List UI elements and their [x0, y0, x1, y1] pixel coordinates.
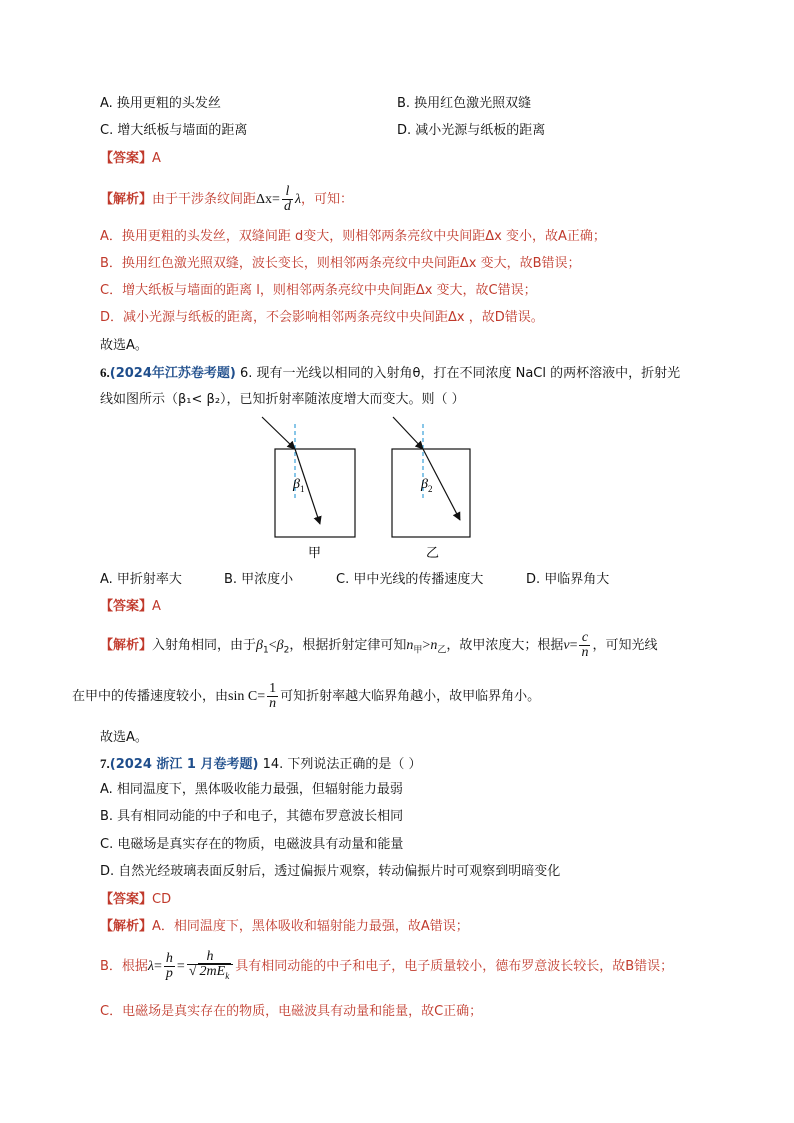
- label-jia: 甲: [308, 546, 322, 561]
- analysis-text: 由于干涉条纹间距: [152, 192, 257, 207]
- answer-tag: 【答案】: [100, 892, 153, 907]
- question-source: (2024 浙江 1 月卷考题): [109, 757, 259, 772]
- q6-stem-line2: 线如图所示（β₁< β₂），已知折射率随浓度增大而变大。则（ ）: [100, 392, 465, 407]
- sqrt-body: [198, 963, 232, 979]
- analysis-text: 入射角相同，由于: [152, 638, 257, 653]
- q7-answer: [100, 891, 171, 909]
- incident-ray-jia: [262, 417, 295, 449]
- fraction-numerator: c: [581, 630, 589, 645]
- q5-analysis-a: A．换用更粗的头发丝，双缝间距 d变大，则相邻两条亮纹中央间距Δx 变小，故A正确；: [100, 229, 606, 244]
- q7-analysis-b: [100, 945, 673, 989]
- q5-option-c: C. 增大纸板与墙面的距离: [100, 123, 248, 138]
- container-jia: [275, 449, 355, 537]
- q6-analysis-line2: [72, 679, 540, 715]
- answer-value: A: [152, 599, 161, 614]
- formula-lambda: λ: [147, 959, 154, 974]
- refraction-figure: [240, 412, 500, 562]
- q5-analysis-c: C．增大纸板与墙面的距离 l，则相邻两条亮纹中央间距Δx 变大，故C错误；: [100, 283, 537, 298]
- fraction-denominator: n: [581, 645, 589, 660]
- fraction-numerator: l: [285, 184, 290, 199]
- formula-lambda: λ: [294, 192, 302, 207]
- q5-conclusion: 故选A。: [100, 338, 148, 353]
- fraction-denominator: p: [165, 966, 173, 981]
- analysis-text: 具有相同动能的中子和电子，电子质量较小，德布罗意波长较长，故B错误；: [235, 959, 674, 974]
- formula-fraction: [267, 682, 278, 711]
- answer-value: CD: [152, 892, 172, 907]
- q7-analysis-a: [100, 918, 469, 936]
- answer-tag: 【答案】: [100, 599, 153, 614]
- beta2-label: $\beta_2$: [421, 477, 433, 494]
- q6-option-a: A. 甲折射率大: [100, 572, 182, 587]
- formula-fraction-hp: [164, 952, 175, 981]
- fraction-denominator: d: [283, 199, 291, 214]
- q7-option-d: D. 自然光经玻璃表面反射后，透过偏振片观察，转动偏振片时可观察到明暗变化: [100, 864, 561, 879]
- q5-answer: [100, 150, 161, 168]
- sqrt-E: E: [216, 964, 226, 980]
- formula-sin: sin C: [228, 689, 258, 704]
- q5-analysis-d: D．减小光源与纸板的距离，不会影响相邻两条亮纹中央间距Δx ，故D错误。: [100, 310, 544, 325]
- q7-stem: [100, 755, 422, 774]
- beta-symbol: β: [256, 638, 264, 653]
- q6-option-b: B. 甲浓度小: [224, 572, 294, 587]
- q5-option-d: D. 减小光源与纸板的距离: [397, 123, 546, 138]
- analysis-tag: 【解析】: [100, 192, 153, 207]
- q6-conclusion: 故选A。: [100, 730, 148, 745]
- q7-option-a: A. 相同温度下，黑体吸收能力最强，但辐射能力最弱: [100, 782, 403, 797]
- beta-sub: 2: [283, 645, 290, 656]
- q7-option-b: B. 具有相同动能的中子和电子，其德布罗意波长相同: [100, 809, 404, 824]
- beta1-label: $\beta_1$: [293, 477, 305, 494]
- fraction-denominator: [187, 964, 233, 983]
- analysis-text: ，根据折射定律可知: [289, 638, 407, 653]
- formula-eq: =: [569, 638, 578, 653]
- analysis-text: 在甲中的传播速度较小，由: [72, 689, 229, 704]
- q5-option-b: B. 换用红色激光照双缝: [397, 96, 532, 111]
- analysis-tag: 【解析】: [100, 919, 153, 934]
- formula-delta-x: Δx: [256, 192, 273, 207]
- answer-value: A: [152, 151, 161, 166]
- analysis-text: A．相同温度下，黑体吸收和辐射能力最强，故A错误；: [152, 919, 469, 934]
- q6-answer: [100, 598, 161, 616]
- n-symbol: n: [406, 638, 414, 653]
- q6-analysis-line1: [100, 628, 657, 669]
- formula-v: v: [563, 638, 570, 653]
- incident-ray-yi: [393, 417, 423, 449]
- analysis-text: ，可知光线: [592, 638, 658, 653]
- sqrt-Ek-sub: k: [225, 970, 230, 981]
- q5-analysis-intro: [100, 182, 353, 218]
- formula-fraction: [282, 185, 293, 214]
- fraction-denominator: n: [269, 696, 277, 711]
- n-symbol: n: [430, 638, 438, 653]
- question-stem: 14. 下列说法正确的是（ ）: [262, 757, 422, 772]
- fraction-numerator: h: [165, 951, 173, 966]
- n-sub: 甲: [413, 645, 423, 656]
- analysis-tag: 【解析】: [100, 638, 153, 653]
- beta-symbol: β: [276, 638, 284, 653]
- analysis-text: B．根据: [100, 959, 148, 974]
- question-number: 6.: [100, 365, 110, 380]
- formula-eq: =: [257, 689, 266, 704]
- q7-option-c: C. 电磁场是真实存在的物质，电磁波具有动量和能量: [100, 837, 404, 852]
- q6-stem-line1: [100, 364, 680, 383]
- label-yi: 乙: [426, 546, 440, 561]
- analysis-text-tail: ，可知：: [301, 192, 354, 207]
- formula-eq: =: [154, 959, 162, 974]
- greater-than: >: [422, 638, 431, 653]
- q6-option-c: C. 甲中光线的传播速度大: [336, 572, 484, 587]
- question-number: 7.: [100, 756, 110, 771]
- question-source: (2024年江苏卷考题): [109, 366, 236, 381]
- fraction-numerator: 1: [269, 681, 277, 696]
- analysis-text: 可知折射率越大临界角越小，故甲临界角小。: [280, 689, 541, 704]
- formula-fraction: [579, 631, 590, 660]
- analysis-text: ，故甲浓度大；根据: [446, 638, 564, 653]
- q5-option-a: A. 换用更粗的头发丝: [100, 96, 221, 111]
- q7-analysis-c: C．电磁场是真实存在的物质，电磁波具有动量和能量，故C正确；: [100, 1004, 483, 1019]
- less-than: <: [268, 638, 277, 653]
- q5-analysis-b: B．换用红色激光照双缝，波长变长，则相邻两条亮纹中央间距Δx 变大，故B错误；: [100, 256, 581, 271]
- n-sub: 乙: [437, 645, 447, 656]
- sqrt-sign: √: [188, 964, 197, 980]
- sqrt-2m: 2m: [199, 964, 217, 980]
- formula-eq: =: [176, 959, 185, 974]
- question-stem: 6. 现有一光线以相同的入射角θ，打在不同浓度 NaCl 的两杯溶液中，折射光: [239, 366, 681, 381]
- beta-sub: 1: [263, 645, 269, 656]
- fraction-numerator: h: [206, 949, 214, 965]
- formula-fraction-sqrt: [187, 950, 233, 983]
- q6-option-d: D. 甲临界角大: [526, 572, 610, 587]
- formula-eq: =: [272, 192, 280, 207]
- answer-tag: 【答案】: [100, 151, 153, 166]
